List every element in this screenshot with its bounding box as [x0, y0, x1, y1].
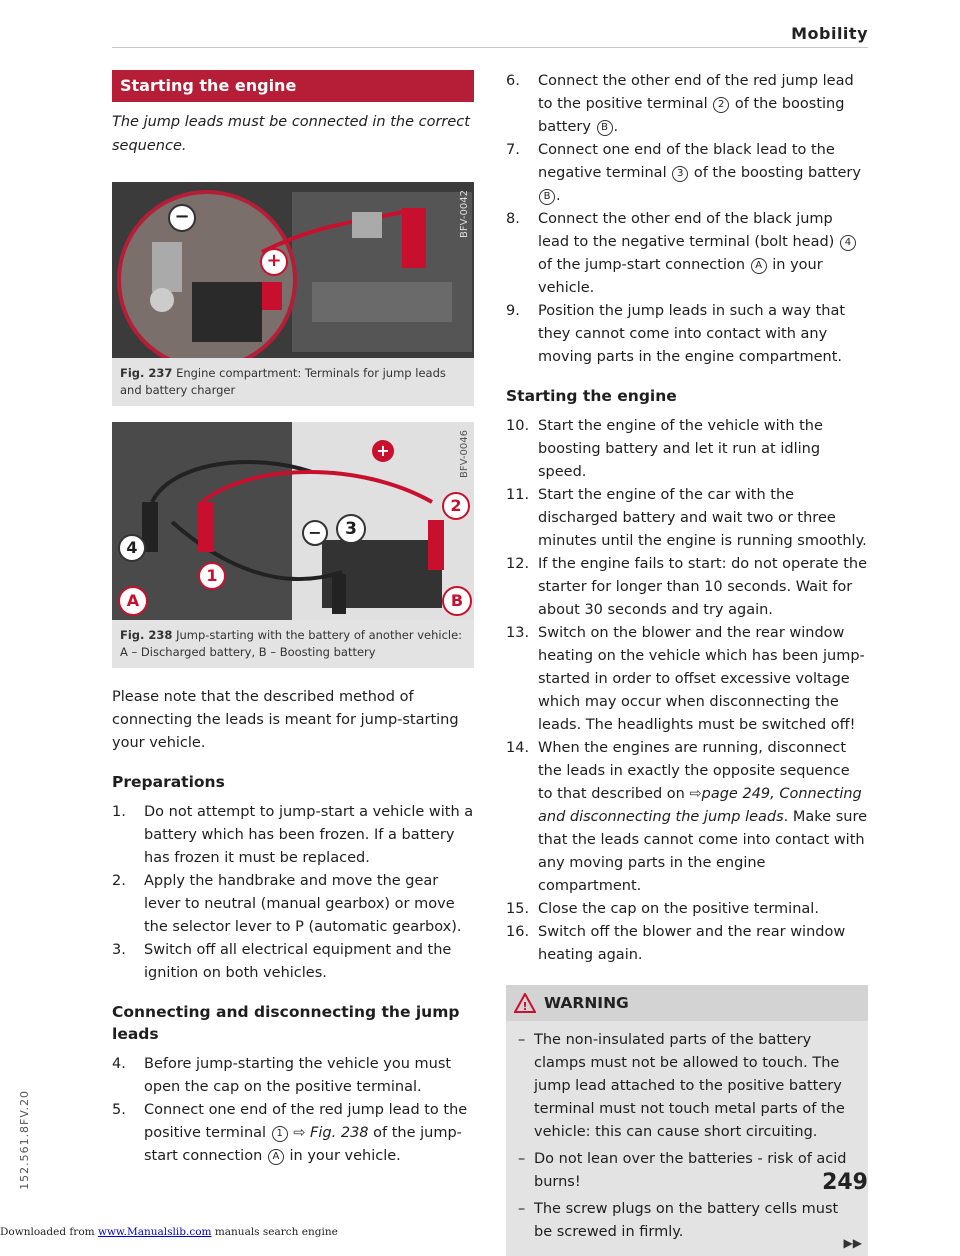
marker-b: B	[442, 586, 472, 616]
minus-marker: −	[302, 520, 328, 546]
list-item: – Do not lean over the batteries - risk of acid burns!	[514, 1148, 858, 1194]
list-item: 10. Start the engine of the vehicle with the boosting battery and let it run at idling speed.	[506, 418, 823, 480]
plus-marker: +	[260, 248, 288, 276]
warning-header	[506, 985, 868, 1021]
jump-start-image	[112, 422, 474, 620]
left-column	[112, 70, 474, 1168]
engine-compartment-image	[112, 182, 474, 358]
figure-label: Fig. 238	[120, 628, 173, 642]
connecting-list-continued	[506, 70, 868, 369]
section-title: Starting the engine	[112, 70, 474, 102]
preparations-heading: Preparations	[112, 773, 225, 791]
marker-3-ref: 3	[672, 166, 688, 182]
figure-code: BFV-0046	[459, 430, 470, 478]
marker-1: 1	[198, 562, 226, 590]
list-item: 7. Connect one end of the black lead to the negative terminal 3 of the boosting battery B .	[506, 142, 861, 204]
list-item: 15. Close the cap on the positive terminal.	[506, 901, 819, 917]
engine-compartment-illustration	[112, 182, 474, 358]
right-column	[506, 70, 868, 1256]
warning-triangle-icon	[514, 993, 536, 1013]
manualslib-link[interactable]: www.Manualslib.com	[97, 1226, 212, 1238]
svg-text:!: !	[522, 1000, 528, 1013]
marker-4: 4	[118, 534, 146, 562]
figure-237	[112, 182, 474, 406]
figure-reference-link[interactable]: Fig. 238	[310, 1125, 369, 1141]
figure-caption-text: Engine compartment: Terminals for jump leads and battery charger	[120, 366, 446, 397]
page-reference-link[interactable]: page 249, Connecting and disconnecting the jump leads	[538, 786, 862, 825]
list-item: 12. If the engine fails to start: do not operate the starter for longer than 10 seconds. Wait for about 30 seconds and try again.	[506, 556, 867, 618]
list-item: 13. Switch on the blower and the rear window heating on the vehicle which has been jump-started in order to offset excessive voltage which may occur when disconnecting the leads. The headlights must be switched off!	[506, 625, 865, 733]
marker-2: 2	[442, 492, 470, 520]
list-item: 11. Start the engine of the car with the discharged battery and wait two or three minutes until the engine is running smoothly.	[506, 487, 867, 549]
xref-arrow-icon: ⇨	[689, 786, 702, 802]
marker-a: A	[118, 586, 148, 616]
list-item: 6. Connect the other end of the red jump lead to the positive terminal 2 of the boosting battery B .	[506, 73, 854, 135]
list-item: – The non-insulated parts of the battery clamps must not be allowed to touch. The jump lead attached to the positive battery terminal must not touch metal parts of the vehicle: this can cause short circuiting.	[514, 1029, 858, 1144]
starting-list	[506, 415, 868, 967]
connecting-heading: Connecting and disconnecting the jump leads	[112, 1003, 460, 1043]
marker-2-ref: 2	[713, 97, 729, 113]
list-item: 14. When the engines are running, disconnect the leads in exactly the opposite sequence to that described on ⇨page 249, Connecting and disconnecting the jump leads. Make sure that the leads cannot come into contact with any moving parts in the engine compartment.	[506, 740, 868, 894]
list-item: 3. Switch off all electrical equipment and the ignition on both vehicles.	[112, 942, 452, 981]
starting-heading: Starting the engine	[506, 387, 677, 405]
marker-3: 3	[336, 514, 366, 544]
minus-marker: −	[168, 204, 196, 232]
figure-code: BFV-0042	[459, 190, 470, 238]
document-code: 152.561.8FV.20	[18, 1090, 31, 1190]
marker-4-ref: 4	[840, 235, 856, 251]
preparations-list	[112, 801, 474, 985]
marker-a-ref: A	[751, 258, 767, 274]
xref-arrow-icon: ⇨	[293, 1125, 306, 1141]
page-number: 249	[822, 1170, 868, 1195]
marker-1-ref: 1	[272, 1126, 288, 1142]
figure-caption	[112, 620, 474, 668]
list-item: – The screw plugs on the battery cells must be screwed in firmly.	[514, 1198, 858, 1244]
figure-caption-text: Jump-starting with the battery of another vehicle: A – Discharged battery, B – Boosting battery	[120, 628, 463, 659]
connecting-list	[112, 1053, 474, 1168]
list-item: 16. Switch off the blower and the rear window heating again.	[506, 924, 846, 963]
jump-start-illustration	[112, 422, 474, 620]
marker-b-ref: B	[539, 189, 555, 205]
header-divider	[112, 47, 868, 48]
list-item: 4. Before jump-starting the vehicle you must open the cap on the positive terminal.	[112, 1056, 452, 1095]
figure-caption	[112, 358, 474, 406]
list-item: 2. Apply the handbrake and move the gear lever to neutral (manual gearbox) or move the selector lever to P (automatic gearbox).	[112, 873, 462, 935]
marker-b-ref: B	[597, 120, 613, 136]
intro-text: The jump leads must be connected in the correct sequence.	[112, 114, 470, 154]
plus-marker: +	[372, 440, 394, 462]
figure-label: Fig. 237	[120, 366, 173, 380]
list-item: 1. Do not attempt to jump-start a vehicle with a battery which has been frozen. If a battery has frozen it must be replaced.	[112, 804, 474, 866]
continue-arrow-icon: ▶▶	[843, 1236, 862, 1250]
warning-box	[506, 985, 868, 1256]
list-item: 9. Position the jump leads in such a way that they cannot come into contact with any moving parts in the engine compartment.	[506, 303, 846, 365]
list-item: 5. Connect one end of the red jump lead to the positive terminal 1 ⇨ Fig. 238 of the jump-start connection A in your vehicle.	[112, 1102, 468, 1164]
marker-a-ref: A	[268, 1149, 284, 1165]
running-header: Mobility	[791, 24, 868, 43]
warning-list	[506, 1029, 868, 1244]
warning-title: WARNING	[544, 994, 629, 1012]
download-footer: Downloaded from www.Manualslib.com manuals search engine	[0, 1226, 338, 1238]
list-item: 8. Connect the other end of the black jump lead to the negative terminal (bolt head) 4 of the jump-start connection A in your vehicle.	[506, 208, 868, 300]
method-note: Please note that the described method of connecting the leads is meant for jump-starting your vehicle.	[112, 689, 459, 751]
figure-238	[112, 422, 474, 668]
